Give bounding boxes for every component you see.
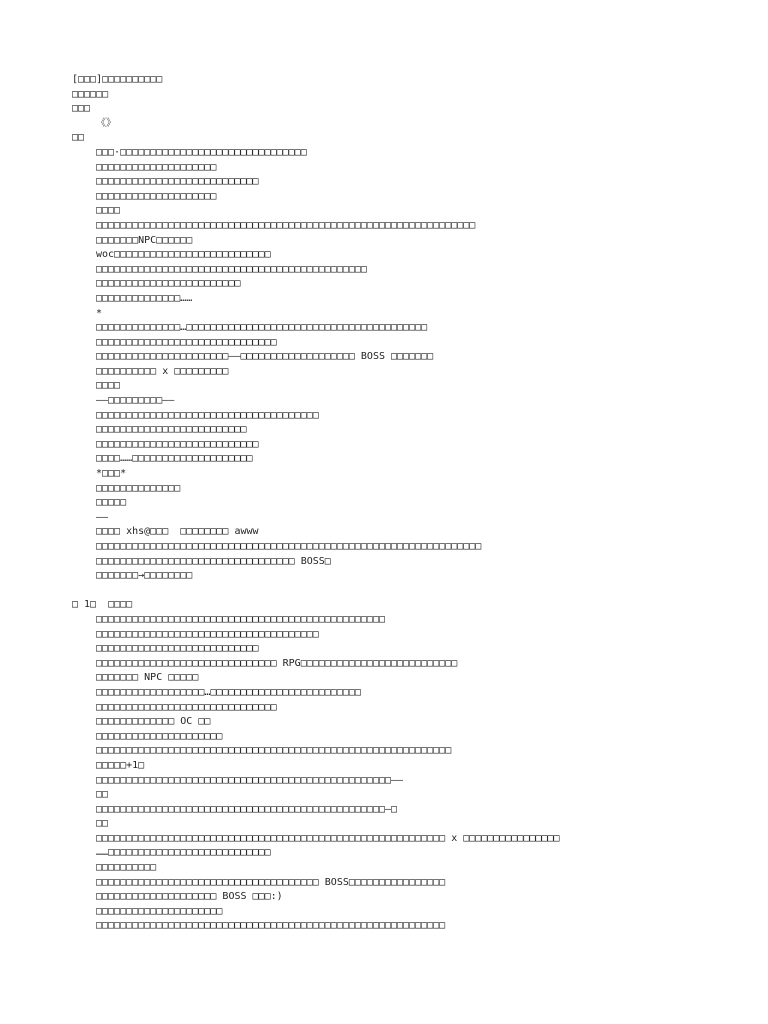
bracket-line: 《》 <box>96 117 116 129</box>
text-line: woc□□□□□□□□□□□□□□□□□□□□□□□□□□ <box>96 249 271 261</box>
text-line: □□□□□□□□□□□□□□□□□□□□□□□□□□□□□□ <box>96 336 277 348</box>
subtitle-line: □□□□□□ <box>72 88 109 100</box>
text-line: □□□□□□□□□□□□□□□□□□□□□□□□ <box>96 278 241 290</box>
text-line: □□□□□ <box>96 497 127 509</box>
text-line: □□□□□□□□□□ x □□□□□□□□□ <box>96 365 229 377</box>
text-line: □□□□ <box>96 380 121 392</box>
text-line: □□□□□□□□□□□□□□□□□□□□ <box>96 161 217 173</box>
subtitle-line: □□□ <box>72 103 91 115</box>
text-line: —— <box>96 511 109 523</box>
text-line: ……□□□□□□□□□□□□□□□□□□□□□□□□□□□ <box>96 847 271 859</box>
text-line: □□□□□□□□□□□□□□…… <box>96 292 193 304</box>
document-body <box>72 73 752 934</box>
text-line: □□□□□□□□□□□□□□□□□□□□□□□□□□□□□□□□□□□□□□□□□□□□□□□□□□□□□□□□□□□ <box>96 745 452 757</box>
subtitle-line: □□ <box>72 132 85 144</box>
section-2-body <box>72 613 752 934</box>
section-title: □ 1□ □□□□ <box>72 599 133 611</box>
text-line: ——□□□□□□□□□—— <box>96 395 175 407</box>
text-line: □□□□□□□□□□□□□□□□□□□□□ <box>96 730 223 742</box>
text-line: □□□□ xhs@□□□ □□□□□□□□ awww <box>96 526 259 538</box>
text-line: □□□□□□□□□□□□□□□□□□□□ <box>96 190 217 202</box>
text-line: □□□□□□□□□□ <box>96 862 157 874</box>
text-line: □□□□□□□□□□□□□□…□□□□□□□□□□□□□□□□□□□□□□□□□□□□□□□□□□□□□□□□ <box>96 322 428 334</box>
text-line: □□□□□□□□□□□□□ OC □□ <box>96 716 211 728</box>
text-line: □□□□ <box>96 205 121 217</box>
text-line: □□□□□□□□□□□□□□□□□□□□□□□□□□□□□□ <box>96 701 277 713</box>
text-line: □□□□□□□□□□□□□□□□□□□□□□□□□□□□□□□□□□□□□□□□□□□□□□□□□□□□□□□□□□□□□□□ <box>96 219 476 231</box>
text-line: □□□□□□□→□□□□□□□□ <box>96 570 193 582</box>
text-line: □□□□□□□NPC□□□□□□ <box>96 234 193 246</box>
text-line: □□□□□□□□□□□□□□ <box>96 482 181 494</box>
text-line: □□□□□□□ NPC □□□□□ <box>96 672 199 684</box>
text-line: □□□□□□□□□□□□□□□□□□□□□□□□□□□□□□ RPG□□□□□□□□□□□□□□□□□□□□□□□□□□ <box>96 657 458 669</box>
text-line: □□□□□□□□□□□□□□□□□□□□□□□□□□□□□□□□□□□□□□□□□□□□□ <box>96 263 367 275</box>
text-line: □□□□□□□□□□□□□□□□□□□□□□□□□□□□□□□□□□□□□□□□□□□□□□□□□□□□□□□□□□ x □□□□□□□□□□□□□□□□ <box>96 832 560 844</box>
text-line: □□□·□□□□□□□□□□□□□□□□□□□□□□□□□□□□□□□ <box>96 146 307 158</box>
text-line: * <box>96 307 103 319</box>
text-line: □□□□□□□□□□□□□□□□□□□□□□——□□□□□□□□□□□□□□□□□□□ BOSS □□□□□□□ <box>96 351 434 363</box>
section-title: [□□□]□□□□□□□□□□ <box>72 74 163 85</box>
text-line: □□□□□□□□□□□□□□□□□□□□□□□□□□□□□□□□□□□□□□□□□□□□□□□□□—— <box>96 774 404 786</box>
text-line: □□□□□□□□□□□□□□□□□□□□ BOSS □□□:) <box>96 891 283 903</box>
text-line: □□□□□□□□□□□□□□□□□□□□□□□□□□□□□□□□□□□□□□□□□□□□□□□□□□□□□□□□□□□□□□□□ <box>96 541 482 552</box>
text-line: □□□□□□□□□□□□□□□□□□□□□□□□□□□ <box>96 438 259 450</box>
text-line: □□□□……□□□□□□□□□□□□□□□□□□□□ <box>96 453 253 465</box>
text-line: □□□□□□□□□□□□□□□□□□□□□□□□□□□□□□□□□□□□□□□□□□□□□□□□ <box>96 613 385 625</box>
text-line: □□ <box>96 789 109 801</box>
text-line: □□□□□□□□□□□□□□□□□□□□□□□□□□□□□□□□□□□□□□□□□□□□□□□□—□ <box>96 803 398 815</box>
text-line: □□□□□□□□□□□□□□□□□□□□□□□□□□□□□□□□□□□□□ BOSS□□□□□□□□□□□□□□□□ <box>96 876 446 888</box>
text-line: □□□□□□□□□□□□□□□□□□□□□□□□□□□□□□□□□ BOSS□ <box>96 555 331 567</box>
text-line: □□□□□□□□□□□□□□□□□□□□□□□□□□□□□□□□□□□□□ <box>96 409 319 421</box>
section-1-body <box>72 146 752 584</box>
text-line: *□□□* <box>96 468 127 480</box>
text-line: □□□□□□□□□□□□□□□□□□□□□ <box>96 905 223 917</box>
text-line: □□□□□□□□□□□□□□□□□□□□□□□□□□□□□□□□□□□□□□□□□□□□□□□□□□□□□□□□□□ <box>96 920 446 932</box>
text-line: □□□□□□□□□□□□□□□□□□□□□□□□□ <box>96 424 247 436</box>
text-line: □□□□□+1□ <box>96 759 145 771</box>
text-line: □□□□□□□□□□□□□□□□□□□□□□□□□□□□□□□□□□□□□ <box>96 628 319 640</box>
text-line: □□□□□□□□□□□□□□□□□□□□□□□□□□□ <box>96 643 259 655</box>
text-line: □□□□□□□□□□□□□□□□□□□□□□□□□□□ <box>96 176 259 188</box>
text-line: □□□□□□□□□□□□□□□□□□…□□□□□□□□□□□□□□□□□□□□□□□□□ <box>96 686 361 698</box>
text-line: □□ <box>96 818 109 830</box>
